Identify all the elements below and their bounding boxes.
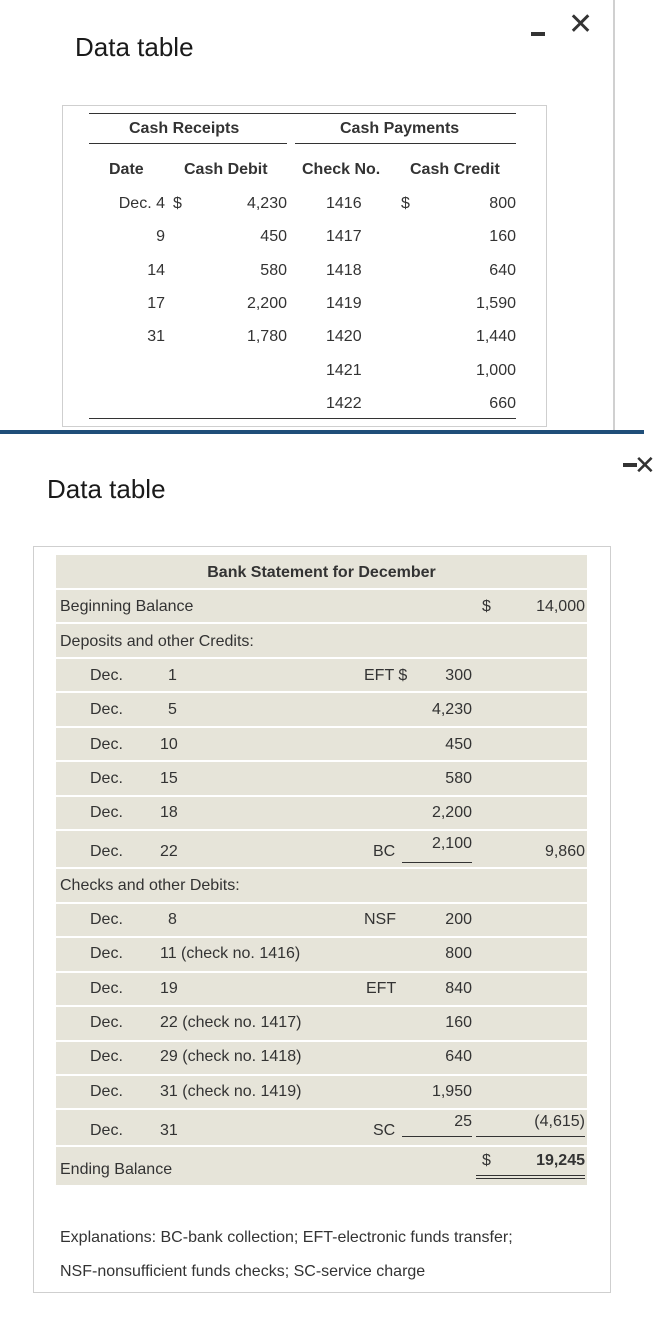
dialog-title: Data table — [47, 474, 166, 504]
table-cell-check: 1417 — [326, 228, 362, 245]
table-cell-date: 17 — [147, 295, 165, 312]
table-cell-check: 1422 — [326, 395, 362, 412]
table-cell-date: 31 — [147, 328, 165, 345]
deposits-total: 9,860 — [544, 843, 585, 860]
table-cell-check: 1420 — [326, 328, 362, 345]
table-cell-debit: 580 — [260, 262, 287, 279]
check-amount: 25 — [454, 1113, 472, 1130]
window-divider — [0, 430, 644, 434]
deposit-day: 10 — [160, 736, 178, 753]
table-cell-check: 1419 — [326, 295, 362, 312]
col-header-cash-credit: Cash Credit — [410, 161, 500, 178]
check-amount: 200 — [445, 911, 472, 928]
check-day: 31 (check no. 1419) — [160, 1083, 302, 1100]
check-day: 19 — [160, 980, 178, 997]
deposit-amount: 450 — [445, 736, 472, 753]
check-code: NSF — [364, 911, 396, 928]
check-code: EFT — [366, 980, 397, 997]
deposits-label: Deposits and other Credits: — [60, 633, 254, 650]
table-cell-credit: 1,590 — [475, 295, 516, 312]
check-code: SC — [373, 1122, 396, 1139]
table-cell-debit: 1,780 — [246, 328, 287, 345]
deposit-code: BC — [373, 843, 396, 860]
deposit-day: 18 — [160, 804, 178, 821]
table-cell-check: 1418 — [326, 262, 362, 279]
explanation-line-2: NSF-nonsufficient funds checks; SC-service charge — [60, 1263, 426, 1280]
deposit-month: Dec. — [90, 804, 123, 821]
check-month: Dec. — [90, 1014, 123, 1031]
check-month: Dec. — [90, 1083, 123, 1100]
check-amount: 640 — [445, 1048, 472, 1065]
ending-balance-value: 19,245 — [536, 1152, 585, 1169]
minimize-icon[interactable] — [531, 32, 545, 36]
deposit-amount: 4,230 — [431, 701, 472, 718]
check-day: 22 (check no. 1417) — [160, 1014, 302, 1031]
close-icon[interactable]: ✕ — [568, 8, 594, 41]
col-header-check-no: Check No. — [302, 161, 381, 178]
table-cell-debit: 4,230 — [246, 195, 287, 212]
check-month: Dec. — [90, 945, 123, 962]
table-cell-credit: 1,440 — [475, 328, 516, 345]
deposit-month: Dec. — [90, 843, 123, 860]
check-month: Dec. — [90, 911, 123, 928]
table-cell-date: 14 — [147, 262, 165, 279]
deposit-amount: 580 — [445, 770, 472, 787]
deposit-day: 15 — [160, 770, 178, 787]
deposit-month: Dec. — [90, 736, 123, 753]
col-header-cash-debit: Cash Debit — [184, 161, 268, 178]
check-amount: 800 — [445, 945, 472, 962]
table-cell-date: Dec. 4 — [118, 195, 165, 212]
table-cell-check: 1416 — [326, 195, 362, 212]
ending-balance-label: Ending Balance — [60, 1161, 173, 1178]
currency-sign: $ — [173, 195, 182, 212]
dialog-title: Data table — [75, 32, 194, 62]
beginning-balance-label: Beginning Balance — [60, 598, 194, 615]
beginning-balance-value: 14,000 — [536, 598, 585, 615]
check-day: 31 — [160, 1122, 178, 1139]
check-month: Dec. — [90, 980, 123, 997]
deposit-day: 5 — [168, 701, 177, 718]
currency-sign: $ — [482, 1152, 491, 1169]
table-cell-date: 9 — [156, 228, 165, 245]
deposit-amount: 2,200 — [431, 804, 472, 821]
check-day: 29 (check no. 1418) — [160, 1048, 302, 1065]
table-cell-debit: 2,200 — [246, 295, 287, 312]
check-amount: 840 — [445, 980, 472, 997]
deposit-code: EFT $ — [364, 667, 408, 684]
table-cell-credit: 160 — [489, 228, 516, 245]
table-cell-debit: 450 — [260, 228, 287, 245]
checks-total: (4,615) — [534, 1113, 585, 1130]
deposit-amount: 300 — [445, 667, 472, 684]
group-header-receipts: Cash Receipts — [129, 120, 240, 137]
table-cell-credit: 800 — [489, 195, 516, 212]
check-month: Dec. — [90, 1122, 123, 1139]
window-edge — [613, 0, 615, 432]
deposit-month: Dec. — [90, 701, 123, 718]
table-cell-credit: 1,000 — [475, 362, 516, 379]
deposit-day: 1 — [168, 667, 177, 684]
check-amount: 1,950 — [431, 1083, 472, 1100]
explanation-line-1: Explanations: BC-bank collection; EFT-electronic funds transfer; — [60, 1229, 513, 1246]
deposit-day: 22 — [160, 843, 178, 860]
table-cell-credit: 660 — [489, 395, 516, 412]
check-month: Dec. — [90, 1048, 123, 1065]
deposit-month: Dec. — [90, 667, 123, 684]
group-header-payments: Cash Payments — [340, 120, 460, 137]
deposit-month: Dec. — [90, 770, 123, 787]
check-day: 8 — [168, 911, 177, 928]
check-day: 11 (check no. 1416) — [160, 945, 301, 962]
currency-sign: $ — [401, 195, 410, 212]
currency-sign: $ — [482, 598, 491, 615]
checks-label: Checks and other Debits: — [60, 877, 240, 894]
table-cell-credit: 640 — [489, 262, 516, 279]
check-amount: 160 — [445, 1014, 472, 1031]
deposit-amount: 2,100 — [431, 835, 472, 852]
statement-header: Bank Statement for December — [207, 564, 436, 581]
col-header-date: Date — [109, 161, 144, 178]
table-cell-check: 1421 — [326, 362, 362, 379]
close-icon[interactable]: ✕ — [634, 450, 656, 480]
